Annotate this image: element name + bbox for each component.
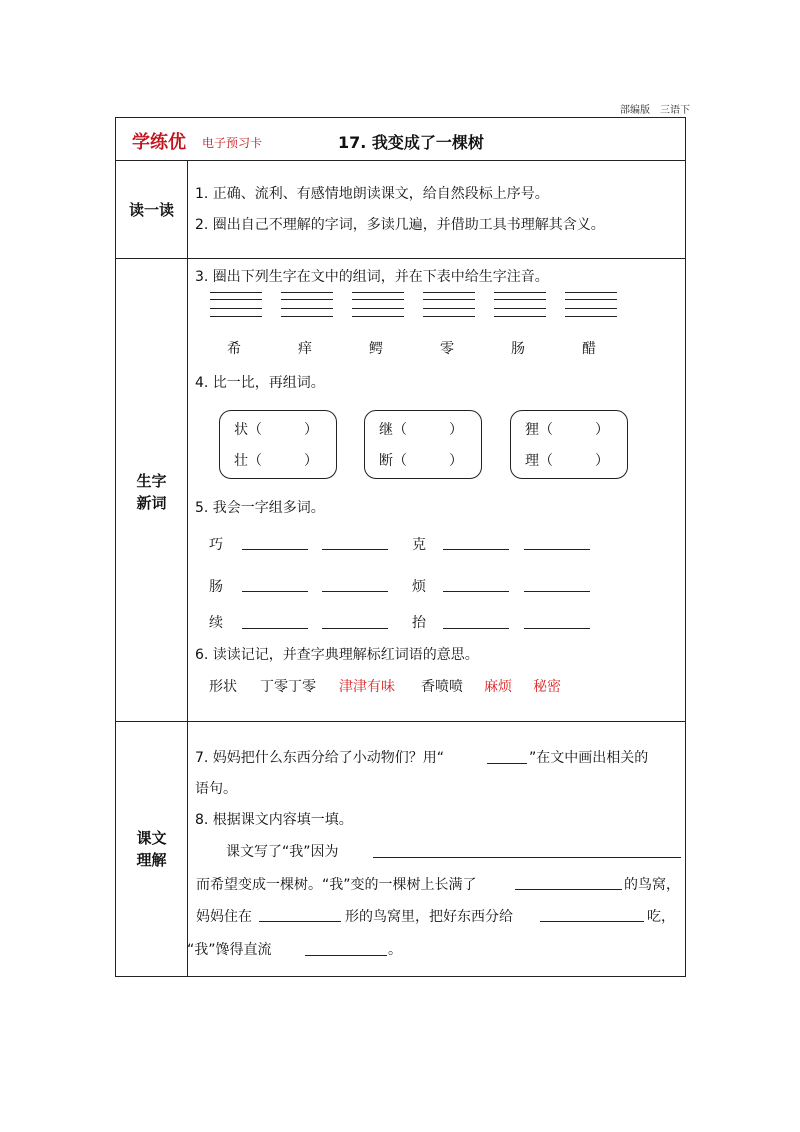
answer-blank[interactable] xyxy=(242,628,308,629)
question-4: 4. 比一比，再组词。 xyxy=(195,375,325,391)
vocab-word: 丁零丁零 xyxy=(260,679,316,695)
vocab-word-highlighted: 津津有味 xyxy=(339,679,395,695)
compare-box-1 xyxy=(219,410,337,479)
brand-subtitle: 电子预习卡 xyxy=(202,136,263,150)
new-char: 希 xyxy=(227,341,241,357)
compare-box-2 xyxy=(364,410,482,479)
answer-blank[interactable] xyxy=(443,591,509,592)
answer-blank[interactable] xyxy=(322,591,388,592)
compare-item[interactable]: 继（ ） xyxy=(379,422,463,438)
answer-blank[interactable] xyxy=(242,549,308,550)
answer-blank[interactable] xyxy=(443,549,509,550)
new-char: 痒 xyxy=(298,341,312,357)
section-label-comprehend xyxy=(116,827,187,871)
vocab-word: 形状 xyxy=(209,679,237,695)
label-column-divider xyxy=(187,160,188,976)
question-7-part2: ”在文中画出相关的 xyxy=(529,750,649,766)
question-7-part1: 7. 妈妈把什么东西分给了小动物们？用“ xyxy=(195,750,445,766)
section-label-vocab-line2: 新词 xyxy=(136,494,167,512)
answer-blank[interactable] xyxy=(524,549,590,550)
fill-text: 课文写了“我”因为 xyxy=(226,844,339,860)
fill-text: 形的鸟窝里，把好东西分给 xyxy=(345,909,513,925)
answer-blank[interactable] xyxy=(322,628,388,629)
question-7-part3: 语句。 xyxy=(195,781,237,797)
answer-blank[interactable] xyxy=(524,591,590,592)
question-5: 5. 我会一字组多词。 xyxy=(195,500,325,516)
section-label-read: 读一读 xyxy=(128,201,174,219)
vocab-word-highlighted: 秘密 xyxy=(533,679,561,695)
question-8: 8. 根据课文内容填一填。 xyxy=(195,812,353,828)
compare-item[interactable]: 断（ ） xyxy=(379,453,463,469)
new-char: 肠 xyxy=(511,341,525,357)
multi-word-char: 巧 xyxy=(209,537,223,553)
lesson-title: 17. 我变成了一棵树 xyxy=(338,133,484,152)
answer-blank[interactable] xyxy=(305,955,387,956)
compare-item[interactable]: 状（ ） xyxy=(234,422,318,438)
question-1: 1. 正确、流利、有感情地朗读课文，给自然段标上序号。 xyxy=(195,186,549,202)
section-label-vocab-line1: 生字 xyxy=(136,472,167,490)
multi-word-char: 烦 xyxy=(412,579,426,595)
compare-box-3 xyxy=(510,410,628,479)
multi-word-char: 抬 xyxy=(412,615,426,631)
answer-blank[interactable] xyxy=(443,628,509,629)
new-char: 醋 xyxy=(582,341,596,357)
preview-card xyxy=(115,117,686,977)
section-label-comprehend-line1: 课文 xyxy=(136,829,167,847)
multi-word-char: 肠 xyxy=(209,579,223,595)
compare-item[interactable]: 理（ ） xyxy=(525,453,609,469)
fill-text: 。 xyxy=(388,942,402,958)
vocab-word: 香喷喷 xyxy=(421,679,463,695)
answer-blank[interactable] xyxy=(242,591,308,592)
question-3: 3. 圈出下列生字在文中的组词，并在下表中给生字注音。 xyxy=(195,269,549,285)
question-6: 6. 读读记记，并查字典理解标红词语的意思。 xyxy=(195,647,479,663)
fill-text: 的鸟窝， xyxy=(624,877,680,893)
fill-text: 吃， xyxy=(647,909,675,925)
section-label-vocab xyxy=(116,470,187,514)
brand-logo-text: 学练优 xyxy=(132,132,186,153)
question-2: 2. 圈出自己不理解的字词，多读几遍，并借助工具书理解其含义。 xyxy=(195,217,605,233)
answer-blank[interactable] xyxy=(540,921,644,922)
divider-read xyxy=(116,258,685,259)
compare-item[interactable]: 狸（ ） xyxy=(525,422,609,438)
answer-blank[interactable] xyxy=(373,857,681,858)
edition-label: 部编版 三语下 xyxy=(620,105,690,116)
fill-text: 妈妈住在 xyxy=(196,909,252,925)
divider-header xyxy=(116,160,685,161)
mark-symbol-line xyxy=(487,763,527,764)
answer-blank[interactable] xyxy=(322,549,388,550)
multi-word-char: 克 xyxy=(412,537,426,553)
vocab-word-highlighted: 麻烦 xyxy=(484,679,512,695)
answer-blank[interactable] xyxy=(515,889,622,890)
answer-blank[interactable] xyxy=(524,628,590,629)
section-label-comprehend-line2: 理解 xyxy=(136,851,167,869)
answer-blank[interactable] xyxy=(259,921,341,922)
fill-text: 而希望变成一棵树。“我”变的一棵树上长满了 xyxy=(196,877,477,893)
compare-item[interactable]: 壮（ ） xyxy=(234,453,318,469)
divider-vocab xyxy=(116,721,685,722)
fill-text: “我”馋得直流 xyxy=(187,942,272,958)
new-char: 鳄 xyxy=(369,341,383,357)
new-char: 零 xyxy=(440,341,454,357)
multi-word-char: 续 xyxy=(209,615,223,631)
